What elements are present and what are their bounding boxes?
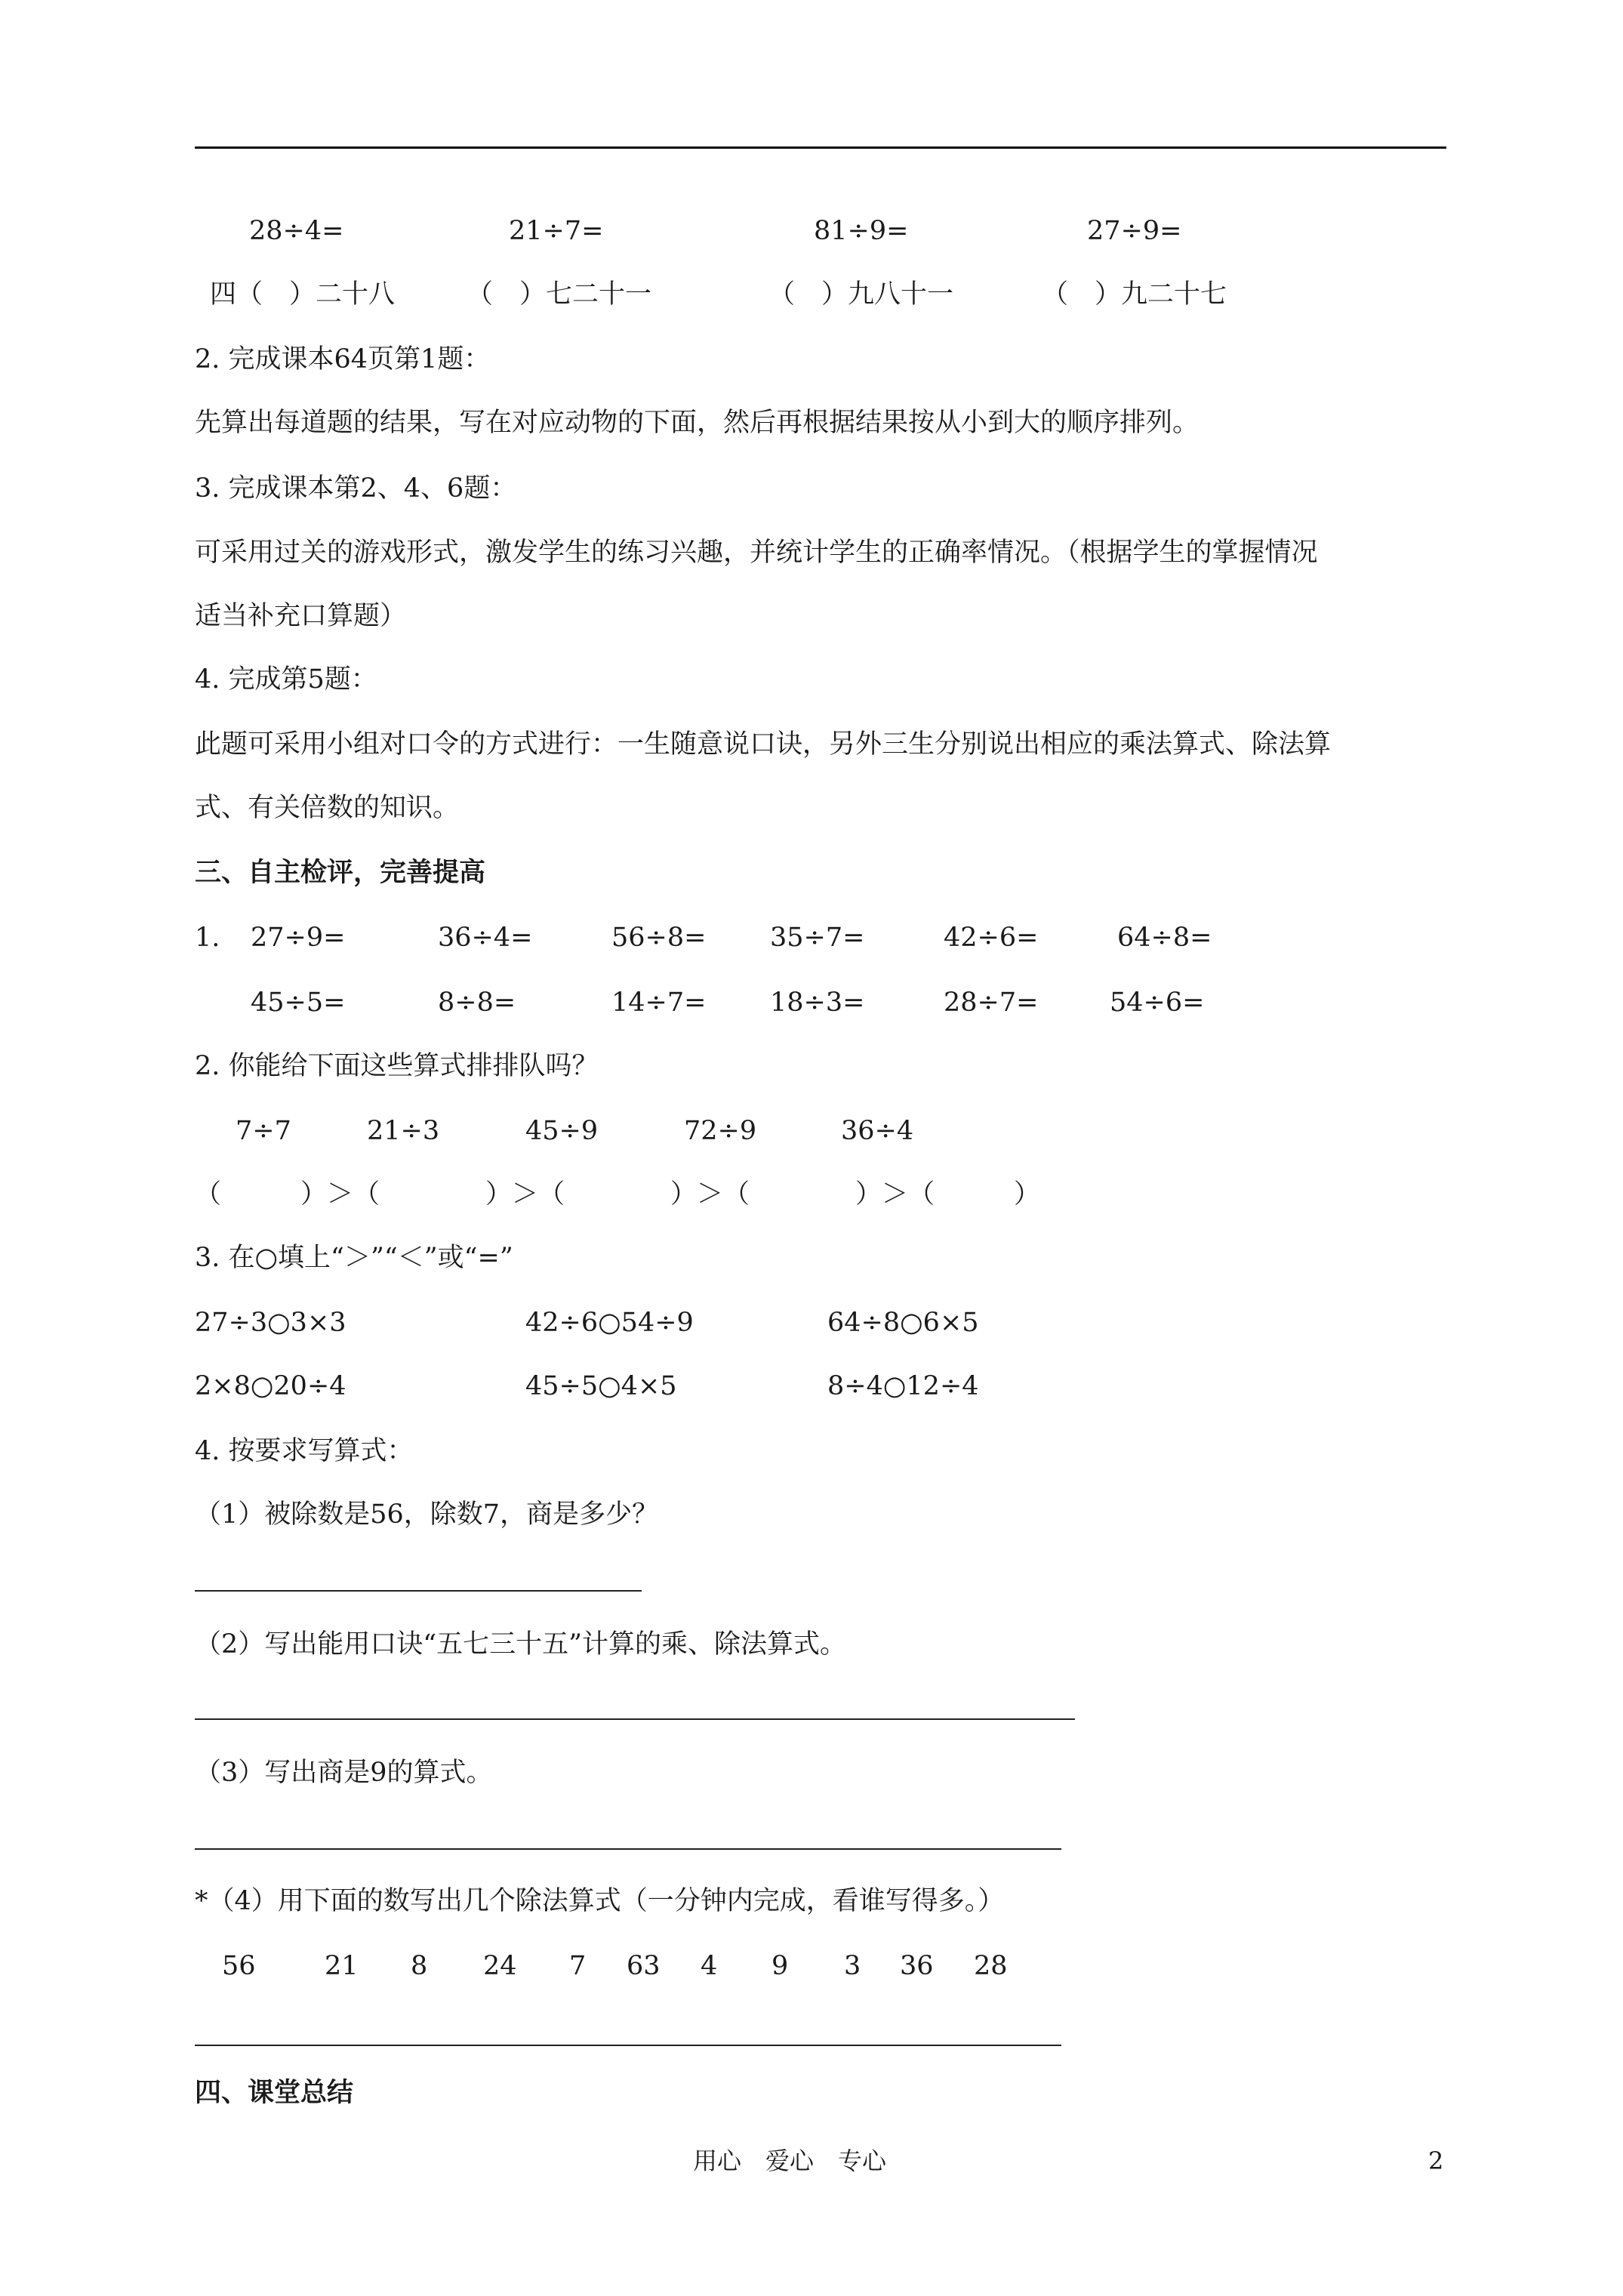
q2-expr: 72÷9 bbox=[684, 1116, 757, 1146]
s2-text: 先算出每道题的结果，写在对应动物的下面，然后再根据结果按从小到大的顺序排列。 bbox=[195, 408, 1200, 438]
division-expr: 81÷9= bbox=[814, 216, 909, 246]
q3-compare: 64÷8○6×5 bbox=[827, 1308, 979, 1338]
s3-text-line1: 可采用过关的游戏形式，激发学生的练习兴趣，并统计学生的正确率情况。（根据学生的掌握情况 bbox=[195, 538, 1318, 568]
q1-expr: 42÷6= bbox=[944, 923, 1039, 953]
q4-item-4: *（4）用下面的数写出几个除法算式（一分钟内完成，看谁写得多。） bbox=[195, 1886, 1005, 1916]
s4-text-line2: 式、有关倍数的知识。 bbox=[195, 793, 460, 823]
q4-number: 56 bbox=[222, 1951, 256, 1981]
q1-expr: 36÷4= bbox=[438, 923, 533, 953]
rhyme-blank: （ ）七二十一 bbox=[467, 279, 652, 310]
part3-title: 三、自主检评，完善提高 bbox=[195, 857, 486, 888]
q3-title: 3. 在○填上“＞”“＜”或“=” bbox=[195, 1243, 513, 1273]
q4-item-1: （1）被除数是56，除数7，商是多少？ bbox=[195, 1499, 659, 1530]
q1-expr: 8÷8= bbox=[438, 988, 516, 1018]
q4-number: 21 bbox=[325, 1951, 359, 1981]
answer-line bbox=[195, 1590, 642, 1592]
division-expr: 27÷9= bbox=[1087, 216, 1182, 246]
division-expr: 21÷7= bbox=[509, 216, 604, 246]
answer-line bbox=[195, 1718, 1075, 1720]
q1-expr: 35÷7= bbox=[770, 923, 865, 953]
s4-heading: 4. 完成第5题： bbox=[195, 664, 377, 695]
rhyme-blank: （ ）九八十一 bbox=[768, 279, 954, 310]
page-number: 2 bbox=[1428, 2147, 1444, 2175]
q4-number: 8 bbox=[411, 1951, 428, 1981]
q3-compare: 42÷6○54÷9 bbox=[525, 1308, 694, 1338]
footer-motto: 用心 爱心 专心 bbox=[693, 2147, 887, 2175]
q2-expr: 21÷3 bbox=[367, 1116, 440, 1146]
q3-compare: 8÷4○12÷4 bbox=[827, 1371, 979, 1401]
q1-expr: 18÷3= bbox=[770, 988, 865, 1018]
header-rule bbox=[195, 146, 1446, 149]
q1-expr: 28÷7= bbox=[944, 988, 1039, 1018]
q1-label: 1. bbox=[195, 923, 220, 953]
q3-compare: 45÷5○4×5 bbox=[525, 1371, 677, 1401]
q4-number: 36 bbox=[900, 1951, 934, 1981]
q3-compare: 27÷3○3×3 bbox=[195, 1308, 346, 1338]
q4-item-3: （3）写出商是9的算式。 bbox=[195, 1758, 493, 1788]
q2-expr: 7÷7 bbox=[236, 1116, 291, 1146]
q1-expr: 64÷8= bbox=[1117, 923, 1212, 953]
q4-number: 63 bbox=[627, 1951, 661, 1981]
q4-item-2: （2）写出能用口诀“五七三十五”计算的乘、除法算式。 bbox=[195, 1629, 847, 1660]
q2-expr: 45÷9 bbox=[525, 1116, 599, 1146]
q2-expr: 36÷4 bbox=[841, 1116, 914, 1146]
s2-heading: 2. 完成课本64页第1题： bbox=[195, 344, 491, 374]
q4-title: 4. 按要求写算式： bbox=[195, 1436, 414, 1466]
rhyme-blank: 四（ ）二十八 bbox=[210, 279, 396, 310]
answer-line bbox=[195, 1848, 1061, 1850]
q4-number: 7 bbox=[569, 1951, 587, 1981]
q4-number: 4 bbox=[701, 1951, 718, 1981]
part4-title: 四、课堂总结 bbox=[195, 2077, 354, 2108]
division-expr: 28÷4= bbox=[249, 216, 344, 246]
s3-text-line2: 适当补充口算题） bbox=[195, 601, 407, 631]
q2-title: 2. 你能给下面这些算式排排队吗？ bbox=[195, 1051, 599, 1081]
q1-expr: 54÷6= bbox=[1110, 988, 1205, 1018]
q1-expr: 56÷8= bbox=[611, 923, 707, 953]
q4-number: 3 bbox=[844, 1951, 861, 1981]
rhyme-blank: （ ）九二十七 bbox=[1042, 279, 1227, 310]
q2-order-blanks: （ ）＞（ ）＞（ ）＞（ ）＞（ ） bbox=[195, 1179, 1041, 1210]
q4-number: 24 bbox=[483, 1951, 517, 1981]
q1-expr: 45÷5= bbox=[251, 988, 346, 1018]
q4-number: 28 bbox=[974, 1951, 1008, 1981]
q1-expr: 14÷7= bbox=[611, 988, 707, 1018]
answer-line bbox=[195, 2045, 1061, 2046]
s4-text-line1: 此题可采用小组对口令的方式进行：一生随意说口诀，另外三生分别说出相应的乘法算式、除法算 bbox=[195, 729, 1332, 760]
q4-number: 9 bbox=[771, 1951, 789, 1981]
q1-expr: 27÷9= bbox=[251, 923, 346, 953]
s3-heading: 3. 完成课本第2、4、6题： bbox=[195, 473, 517, 504]
q3-compare: 2×8○20÷4 bbox=[195, 1371, 346, 1401]
